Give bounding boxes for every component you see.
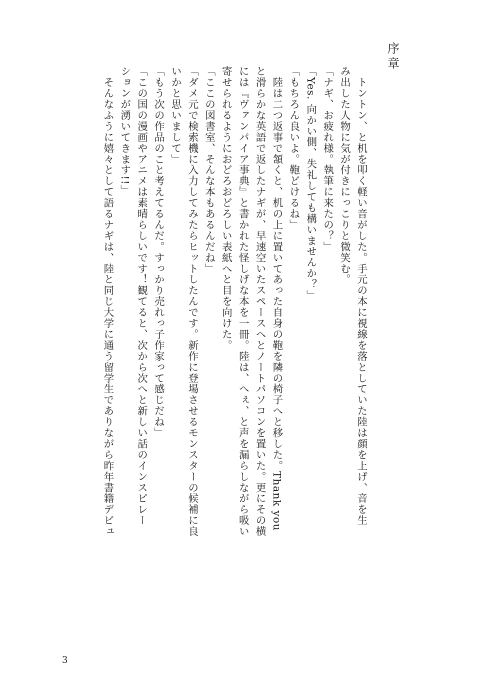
text-line: トントン、と机を叩く軽い音がした。手元の本に視線を落としていた陸は顔を上げ、音を生: [355, 66, 367, 526]
text-line: 「もちろん良いよ。鞄どけるね」: [287, 66, 300, 231]
text-line: 「この国の漫画やアニメは素晴らしいです！観てると、次から次へと新しい話のインスピレー: [135, 66, 148, 526]
text-line: ションが湧いてきます!!」: [118, 66, 131, 196]
text-line: み出した人物に気が付きにっこりと微笑む。: [338, 66, 351, 285]
text-line: そんなふうに嬉々として語るナギは、陸と同じ大学に通う留学生でありながら昨年書籍デビュ: [101, 66, 114, 537]
body-text: [99, 66, 369, 641]
text-line: と滑らかな英語で返したナギが、早速空いたスペースへとノートパソコンを置いた。更にその横: [253, 66, 266, 537]
text-line: 陸は二つ返事で頷くと、机の上に置いてあった自身の鞄を隣の椅子へと移した。Thank you: [270, 66, 283, 532]
chapter-title: 序章: [386, 42, 400, 72]
text-line: には『ヴァンパイア事典』と書かれた怪しげな本を一冊。陸は、へぇ、と声を漏らしながら吸い: [236, 66, 249, 537]
text-line: 「ナギ、お疲れ様。執筆に来たの？」: [321, 66, 334, 253]
text-line: 「Yes. 向かい側、失礼しても構いませんか？」: [304, 66, 317, 301]
text-line: 寄せられるようにおどろおどろしい表紙へと目を向けた。: [219, 66, 232, 351]
text-line: 「もう次の作品のこと考えてるんだ。すっかり売れっ子作家って感じだね」: [152, 66, 165, 439]
page-number: 3: [62, 656, 68, 666]
text-line: 「ダメ元で検索機に入力してみたらヒットしたんです。新作に登場させるモンスターの候補に良: [185, 66, 198, 537]
text-line: 「ここの図書室、そんな本もあるんだね」: [202, 66, 215, 275]
text-line: いかと思いまして」: [169, 66, 182, 165]
